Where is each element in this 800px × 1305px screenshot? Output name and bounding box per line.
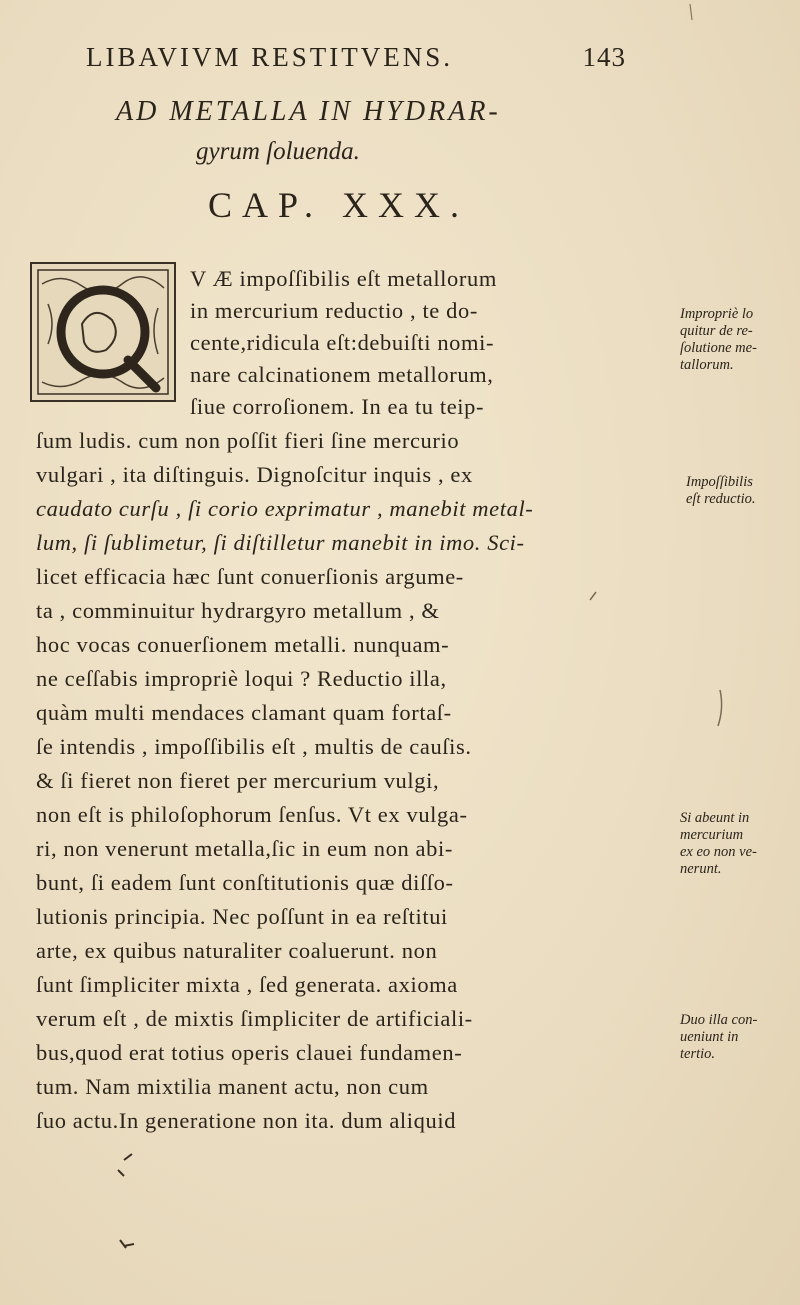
body-line: licet efficacia hæc ſunt conuerſionis argume- [36,564,464,589]
margin-note-line: ex eo non ve- [680,844,757,860]
margin-note-line: ſolutione me- [680,340,757,356]
ink-mark [118,1154,132,1176]
body-line: V Æ impoſſibilis eſt metallorum [190,266,497,291]
body-line: caudato curſu , ſi corio exprimatur , manebit metal- [36,496,534,521]
margin-note-line: Si abeunt in [680,810,750,826]
margin-note-line: mercurium [680,827,744,843]
chapter-title: AD METALLA IN HYDRAR- [116,96,501,127]
margin-note-line: Duo illa con- [680,1012,758,1028]
body-line: verum eſt , de mixtis ſimpliciter de artificiali- [36,1006,473,1031]
margin-note-line: Impropriè lo [680,306,754,322]
body-line: cente,ridicula eſt:debuiſti nomi- [190,330,495,355]
body-line: bus,quod erat totius operis clauei fundamen- [36,1040,463,1065]
body-line: ta , comminuitur hydrargyro metallum , & [36,598,440,623]
body-line: hoc vocas conuerſionem metalli. nunquam- [36,632,450,657]
body-line: ſunt ſimpliciter mixta , ſed generata. axioma [36,972,458,997]
body-line: in mercurium reductio , te do- [190,298,478,323]
margin-note-line: ueniunt in [680,1029,739,1045]
ink-mark [590,592,596,600]
body-line: bunt, ſi eadem ſunt conſtitutionis quæ diſſo- [36,870,454,895]
body-line: vulgari , ita diſtinguis. Dignoſcitur inquis , ex [36,462,473,487]
body-line: ri, non venerunt metalla,ſic in eum non abi- [36,836,453,861]
margin-note-line: quitur de re- [680,323,753,339]
body-line: ſum ludis. cum non poſſit fieri ſine mercurio [36,428,460,453]
margin-note-line: tertio. [680,1046,716,1062]
body-line: lutionis principia. Nec poſſunt in ea reſtitui [36,904,448,929]
body-line: nare calcinationem metallorum, [190,362,494,387]
body-line: & ſi fieret non fieret per mercurium vulgi, [36,768,440,793]
page-number: 143 [582,42,626,72]
margin-note-line: eſt reductio. [686,491,756,507]
body-line: ne ceſſabis impropriè loqui ? Reductio illa, [36,666,447,691]
margin-note-line: nerunt. [680,861,722,877]
body-line: ſuo actu.In generatione non ita. dum aliquid [36,1108,457,1133]
body-line: lum, ſi ſublimetur, ſi diſtilletur manebit in imo. Sci- [36,530,525,555]
body-line: ſe intendis , impoſſibilis eſt , multis de cauſis. [36,734,472,759]
body-line: tum. Nam mixtilia manent actu, non cum [36,1074,429,1099]
ink-mark [718,690,722,726]
ink-mark [690,4,692,20]
chapter-subtitle: gyrum ſoluenda. [196,138,360,165]
margin-note-line: Impoſſibilis [686,474,753,490]
body-line: quàm multi mendaces clamant quam fortaſ- [36,700,452,725]
running-title: LIBAVIVM RESTITVENS. [86,42,454,72]
chapter-number: CAP. XXX. [208,185,470,225]
body-line: ſiue corroſionem. In ea tu teip- [190,394,485,419]
body-line: non eſt is philoſophorum ſenſus. Vt ex vulga- [36,802,468,827]
ink-mark [120,1240,134,1248]
body-line: arte, ex quibus naturaliter coaluerunt. non [36,938,438,963]
margin-note-line: tallorum. [680,357,734,373]
